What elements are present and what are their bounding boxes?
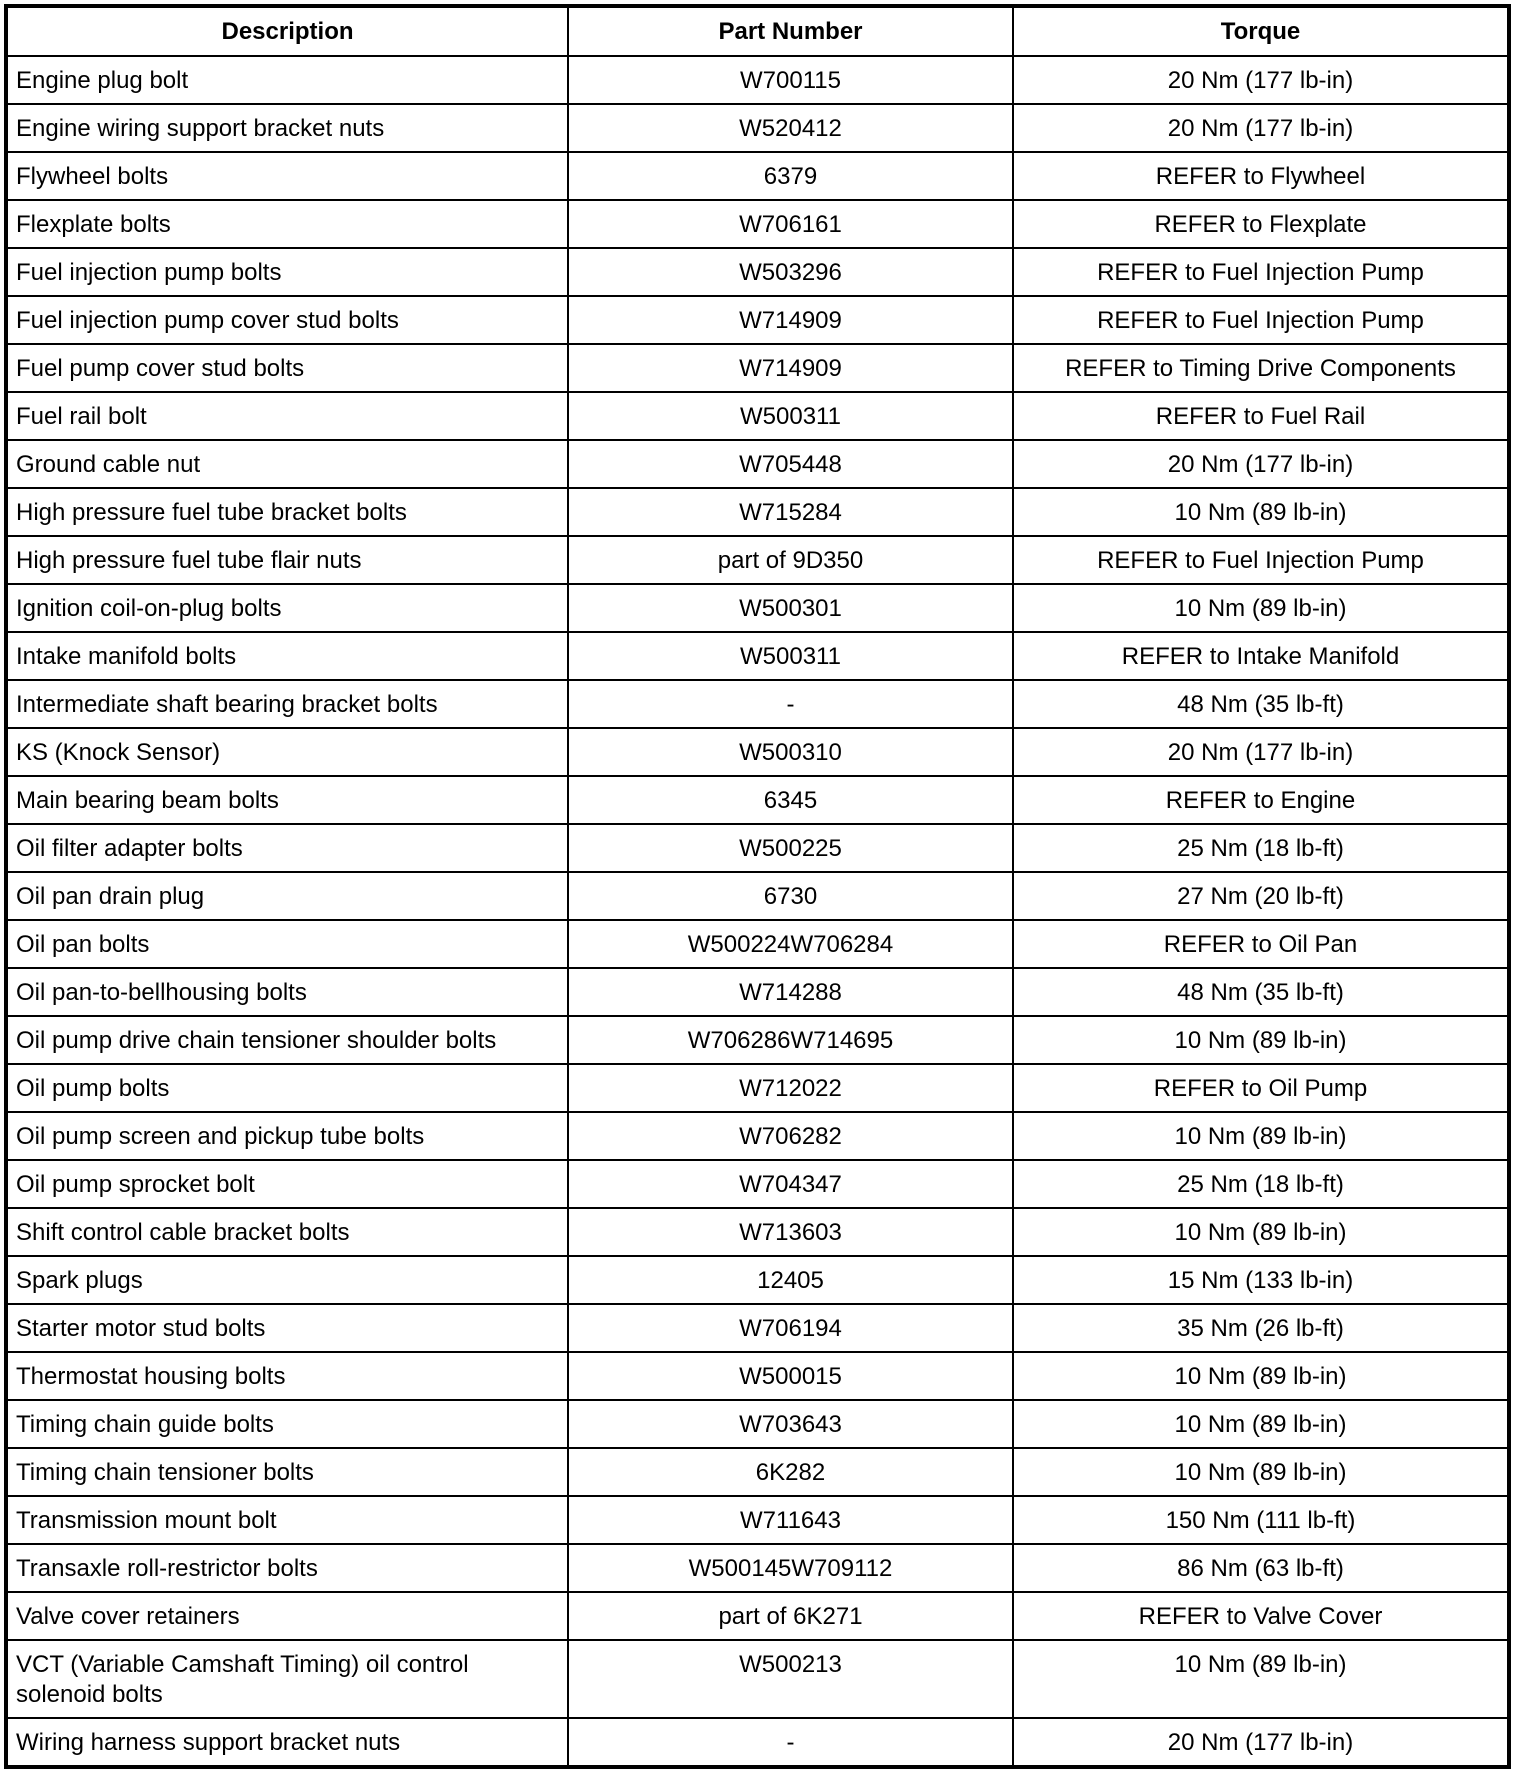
table-row bbox=[6, 1400, 1509, 1448]
cell-description: Engine wiring support bracket nuts bbox=[6, 104, 568, 152]
cell-part-number: 6345 bbox=[568, 776, 1013, 824]
cell-part-number: W500310 bbox=[568, 728, 1013, 776]
cell-part-number: 6K282 bbox=[568, 1448, 1013, 1496]
cell-part-number: W503296 bbox=[568, 248, 1013, 296]
cell-description: Shift control cable bracket bolts bbox=[6, 1208, 568, 1256]
table-row bbox=[6, 104, 1509, 152]
cell-description: Thermostat housing bolts bbox=[6, 1352, 568, 1400]
cell-torque: REFER to Intake Manifold bbox=[1013, 632, 1509, 680]
table-row bbox=[6, 488, 1509, 536]
cell-torque: 86 Nm (63 lb-ft) bbox=[1013, 1544, 1509, 1592]
cell-description: Fuel injection pump cover stud bolts bbox=[6, 296, 568, 344]
cell-part-number: W706161 bbox=[568, 200, 1013, 248]
cell-torque: REFER to Oil Pan bbox=[1013, 920, 1509, 968]
cell-torque: REFER to Oil Pump bbox=[1013, 1064, 1509, 1112]
cell-part-number: - bbox=[568, 680, 1013, 728]
table-row bbox=[6, 632, 1509, 680]
table-row bbox=[6, 680, 1509, 728]
table-row bbox=[6, 1208, 1509, 1256]
table-row bbox=[6, 1592, 1509, 1640]
cell-description: High pressure fuel tube bracket bolts bbox=[6, 488, 568, 536]
cell-torque: 20 Nm (177 lb-in) bbox=[1013, 728, 1509, 776]
cell-description: Starter motor stud bolts bbox=[6, 1304, 568, 1352]
cell-description: Oil pump drive chain tensioner shoulder bolts bbox=[6, 1016, 568, 1064]
cell-torque: REFER to Timing Drive Components bbox=[1013, 344, 1509, 392]
cell-description: Fuel rail bolt bbox=[6, 392, 568, 440]
torque-specifications-sheet bbox=[4, 4, 1511, 1769]
cell-description: Fuel pump cover stud bolts bbox=[6, 344, 568, 392]
cell-part-number: W520412 bbox=[568, 104, 1013, 152]
cell-description: Spark plugs bbox=[6, 1256, 568, 1304]
cell-part-number: W500301 bbox=[568, 584, 1013, 632]
cell-description: Engine plug bolt bbox=[6, 56, 568, 104]
cell-torque: 10 Nm (89 lb-in) bbox=[1013, 1352, 1509, 1400]
table-row bbox=[6, 344, 1509, 392]
cell-torque: 10 Nm (89 lb-in) bbox=[1013, 1448, 1509, 1496]
table-row bbox=[6, 824, 1509, 872]
table-row bbox=[6, 728, 1509, 776]
cell-description: Flywheel bolts bbox=[6, 152, 568, 200]
table-row bbox=[6, 1496, 1509, 1544]
cell-description: Transaxle roll-restrictor bolts bbox=[6, 1544, 568, 1592]
table-row bbox=[6, 968, 1509, 1016]
table-row bbox=[6, 440, 1509, 488]
cell-part-number: W500311 bbox=[568, 632, 1013, 680]
table-row bbox=[6, 1448, 1509, 1496]
cell-description: Oil pan drain plug bbox=[6, 872, 568, 920]
cell-part-number: W706286W714695 bbox=[568, 1016, 1013, 1064]
cell-part-number: W700115 bbox=[568, 56, 1013, 104]
table-header bbox=[6, 6, 1509, 56]
cell-description: Fuel injection pump bolts bbox=[6, 248, 568, 296]
cell-description: Oil pump bolts bbox=[6, 1064, 568, 1112]
table-row bbox=[6, 1304, 1509, 1352]
cell-part-number: W713603 bbox=[568, 1208, 1013, 1256]
cell-part-number: W703643 bbox=[568, 1400, 1013, 1448]
table-row bbox=[6, 56, 1509, 104]
cell-description: Transmission mount bolt bbox=[6, 1496, 568, 1544]
cell-torque: 10 Nm (89 lb-in) bbox=[1013, 1208, 1509, 1256]
cell-description: Intake manifold bolts bbox=[6, 632, 568, 680]
cell-part-number: part of 6K271 bbox=[568, 1592, 1013, 1640]
cell-torque: 20 Nm (177 lb-in) bbox=[1013, 56, 1509, 104]
table-row bbox=[6, 1544, 1509, 1592]
cell-part-number: W705448 bbox=[568, 440, 1013, 488]
cell-torque: REFER to Flywheel bbox=[1013, 152, 1509, 200]
table-body bbox=[6, 56, 1509, 1767]
cell-description: Oil pump screen and pickup tube bolts bbox=[6, 1112, 568, 1160]
cell-part-number: W500311 bbox=[568, 392, 1013, 440]
header-part-number: Part Number bbox=[568, 6, 1013, 56]
table-row bbox=[6, 296, 1509, 344]
cell-torque: 27 Nm (20 lb-ft) bbox=[1013, 872, 1509, 920]
cell-part-number: W711643 bbox=[568, 1496, 1013, 1544]
table-row bbox=[6, 392, 1509, 440]
table-row bbox=[6, 1160, 1509, 1208]
cell-torque: REFER to Engine bbox=[1013, 776, 1509, 824]
table-row bbox=[6, 1640, 1509, 1718]
table-row bbox=[6, 872, 1509, 920]
table-row bbox=[6, 536, 1509, 584]
cell-description: Timing chain guide bolts bbox=[6, 1400, 568, 1448]
cell-torque: 20 Nm (177 lb-in) bbox=[1013, 1718, 1509, 1767]
cell-torque: 10 Nm (89 lb-in) bbox=[1013, 1400, 1509, 1448]
cell-description: KS (Knock Sensor) bbox=[6, 728, 568, 776]
header-row bbox=[6, 6, 1509, 56]
cell-torque: 15 Nm (133 lb-in) bbox=[1013, 1256, 1509, 1304]
cell-torque: 10 Nm (89 lb-in) bbox=[1013, 488, 1509, 536]
cell-description: Ground cable nut bbox=[6, 440, 568, 488]
cell-part-number: 12405 bbox=[568, 1256, 1013, 1304]
cell-description: Oil pan-to-bellhousing bolts bbox=[6, 968, 568, 1016]
cell-torque: 10 Nm (89 lb-in) bbox=[1013, 1016, 1509, 1064]
cell-part-number: W500225 bbox=[568, 824, 1013, 872]
cell-description: Valve cover retainers bbox=[6, 1592, 568, 1640]
cell-torque: 10 Nm (89 lb-in) bbox=[1013, 1112, 1509, 1160]
cell-torque: REFER to Fuel Injection Pump bbox=[1013, 296, 1509, 344]
cell-description: Main bearing beam bolts bbox=[6, 776, 568, 824]
cell-torque: 20 Nm (177 lb-in) bbox=[1013, 104, 1509, 152]
cell-torque: REFER to Valve Cover bbox=[1013, 1592, 1509, 1640]
cell-torque: 10 Nm (89 lb-in) bbox=[1013, 1640, 1509, 1718]
table-row bbox=[6, 920, 1509, 968]
table-row bbox=[6, 584, 1509, 632]
cell-torque: 10 Nm (89 lb-in) bbox=[1013, 584, 1509, 632]
cell-description: High pressure fuel tube flair nuts bbox=[6, 536, 568, 584]
cell-torque: REFER to Flexplate bbox=[1013, 200, 1509, 248]
cell-description: VCT (Variable Camshaft Timing) oil control solenoid bolts bbox=[6, 1640, 568, 1718]
cell-description: Intermediate shaft bearing bracket bolts bbox=[6, 680, 568, 728]
table-row bbox=[6, 200, 1509, 248]
table-row bbox=[6, 1016, 1509, 1064]
cell-description: Ignition coil-on-plug bolts bbox=[6, 584, 568, 632]
cell-part-number: W500015 bbox=[568, 1352, 1013, 1400]
cell-part-number: 6379 bbox=[568, 152, 1013, 200]
table-row bbox=[6, 1352, 1509, 1400]
cell-part-number: W714909 bbox=[568, 296, 1013, 344]
cell-part-number: W706282 bbox=[568, 1112, 1013, 1160]
cell-torque: 48 Nm (35 lb-ft) bbox=[1013, 968, 1509, 1016]
table-row bbox=[6, 776, 1509, 824]
cell-part-number: W706194 bbox=[568, 1304, 1013, 1352]
cell-description: Oil pump sprocket bolt bbox=[6, 1160, 568, 1208]
cell-description: Oil filter adapter bolts bbox=[6, 824, 568, 872]
cell-part-number: W704347 bbox=[568, 1160, 1013, 1208]
cell-description: Wiring harness support bracket nuts bbox=[6, 1718, 568, 1767]
cell-part-number: - bbox=[568, 1718, 1013, 1767]
cell-torque: REFER to Fuel Injection Pump bbox=[1013, 536, 1509, 584]
cell-torque: 35 Nm (26 lb-ft) bbox=[1013, 1304, 1509, 1352]
header-torque: Torque bbox=[1013, 6, 1509, 56]
header-description: Description bbox=[6, 6, 568, 56]
cell-torque: REFER to Fuel Rail bbox=[1013, 392, 1509, 440]
cell-part-number: W714288 bbox=[568, 968, 1013, 1016]
cell-torque: REFER to Fuel Injection Pump bbox=[1013, 248, 1509, 296]
cell-part-number: 6730 bbox=[568, 872, 1013, 920]
cell-description: Flexplate bolts bbox=[6, 200, 568, 248]
cell-part-number: W500224W706284 bbox=[568, 920, 1013, 968]
cell-description: Oil pan bolts bbox=[6, 920, 568, 968]
cell-description: Timing chain tensioner bolts bbox=[6, 1448, 568, 1496]
cell-torque: 25 Nm (18 lb-ft) bbox=[1013, 824, 1509, 872]
cell-part-number: part of 9D350 bbox=[568, 536, 1013, 584]
cell-part-number: W712022 bbox=[568, 1064, 1013, 1112]
cell-part-number: W715284 bbox=[568, 488, 1013, 536]
table-row bbox=[6, 152, 1509, 200]
torque-specifications-table bbox=[4, 4, 1511, 1769]
table-row bbox=[6, 1256, 1509, 1304]
cell-part-number: W500213 bbox=[568, 1640, 1013, 1718]
cell-torque: 48 Nm (35 lb-ft) bbox=[1013, 680, 1509, 728]
cell-part-number: W500145W709112 bbox=[568, 1544, 1013, 1592]
table-row bbox=[6, 248, 1509, 296]
table-row bbox=[6, 1064, 1509, 1112]
cell-torque: 25 Nm (18 lb-ft) bbox=[1013, 1160, 1509, 1208]
table-row bbox=[6, 1112, 1509, 1160]
cell-torque: 150 Nm (111 lb-ft) bbox=[1013, 1496, 1509, 1544]
cell-part-number: W714909 bbox=[568, 344, 1013, 392]
cell-torque: 20 Nm (177 lb-in) bbox=[1013, 440, 1509, 488]
table-row bbox=[6, 1718, 1509, 1767]
